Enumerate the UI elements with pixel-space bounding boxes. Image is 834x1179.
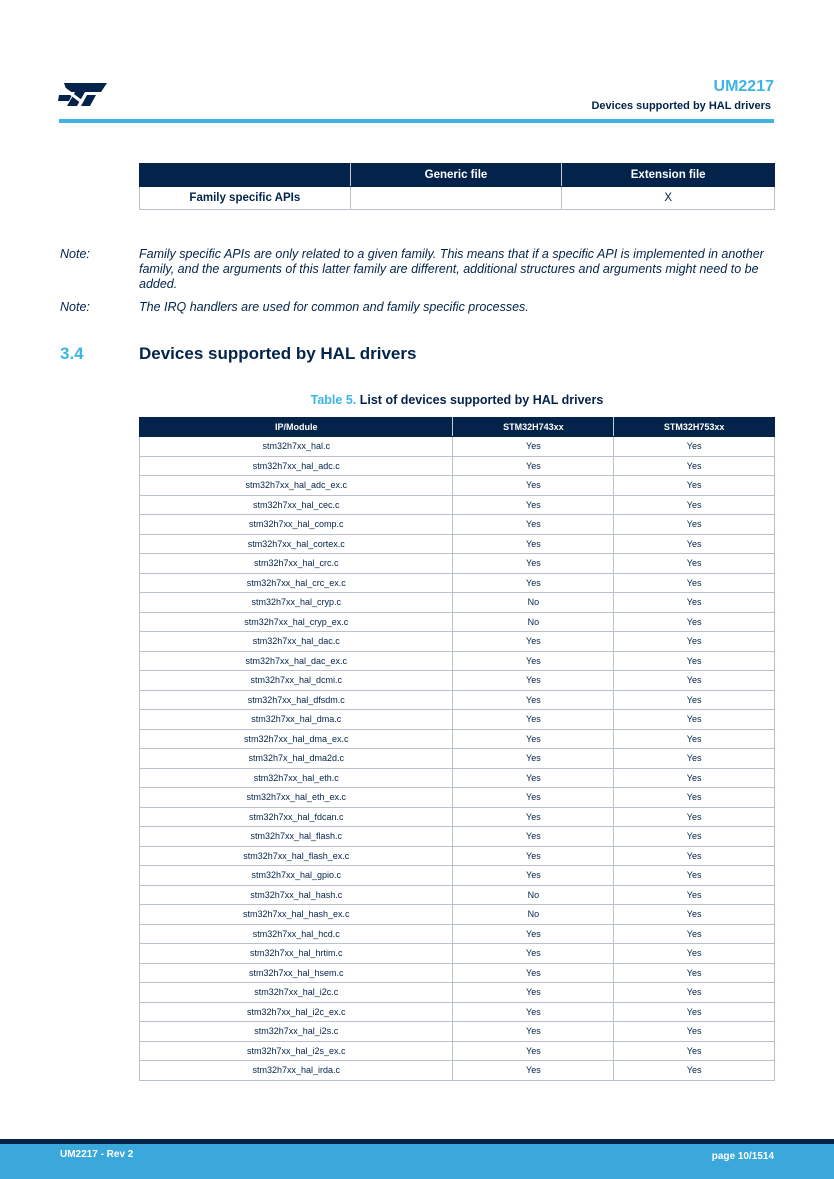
table-cell <box>350 187 562 210</box>
table-cell: Yes <box>453 437 614 457</box>
table-row <box>140 1022 775 1042</box>
api-table-header-empty <box>140 164 351 187</box>
table-cell: Yes <box>614 1022 775 1042</box>
table-cell: Yes <box>614 534 775 554</box>
table-row <box>140 476 775 496</box>
table-cell: stm32h7xx_hal_dcmi.c <box>140 671 453 691</box>
table-cell: Yes <box>453 456 614 476</box>
footer-bar <box>0 1144 834 1179</box>
table-cell: Yes <box>614 866 775 886</box>
table-cell: Yes <box>614 456 775 476</box>
table-cell: Yes <box>614 515 775 535</box>
table-cell: Yes <box>614 690 775 710</box>
table-row <box>140 437 775 457</box>
table-cell: Yes <box>614 1041 775 1061</box>
table-cell: stm32h7xx_hal_i2c_ex.c <box>140 1002 453 1022</box>
table-cell: stm32h7xx_hal_hrtim.c <box>140 944 453 964</box>
table-cell: stm32h7xx_hal_eth_ex.c <box>140 788 453 808</box>
table-cell: stm32h7xx_hal_cryp_ex.c <box>140 612 453 632</box>
table-cell: stm32h7xx_hal_irda.c <box>140 1061 453 1081</box>
table-cell: Yes <box>453 846 614 866</box>
table-row <box>140 554 775 574</box>
table-row <box>140 885 775 905</box>
table-cell: Yes <box>453 1041 614 1061</box>
document-id: UM2217 <box>713 78 774 95</box>
table-cell: Yes <box>614 944 775 964</box>
table-cell: Yes <box>614 612 775 632</box>
table-cell: X <box>562 187 775 210</box>
table-cell: Family specific APIs <box>140 187 351 210</box>
footer-revision: UM2217 - Rev 2 <box>60 1149 134 1160</box>
table-cell: Yes <box>614 632 775 652</box>
table-cell: Yes <box>614 846 775 866</box>
table-cell: No <box>453 593 614 613</box>
table-cell: Yes <box>453 554 614 574</box>
table-cell: Yes <box>453 924 614 944</box>
table-cell: Yes <box>614 651 775 671</box>
table-cell: Yes <box>453 827 614 847</box>
table-cell: Yes <box>614 827 775 847</box>
table-cell: Yes <box>614 495 775 515</box>
table-cell: Yes <box>614 768 775 788</box>
table-cell: stm32h7xx_hal_comp.c <box>140 515 453 535</box>
section-number: 3.4 <box>60 344 84 363</box>
section-title: Devices supported by HAL drivers <box>139 344 417 363</box>
table-row <box>140 515 775 535</box>
table-row <box>140 827 775 847</box>
table-cell: Yes <box>453 710 614 730</box>
table-row <box>140 632 775 652</box>
note-label: Note: <box>60 247 90 261</box>
table-cell: No <box>453 885 614 905</box>
devices-header-module: IP/Module <box>140 418 453 437</box>
table-cell: Yes <box>614 476 775 496</box>
table-cell: Yes <box>614 788 775 808</box>
table-cell: stm32h7xx_hal_hash.c <box>140 885 453 905</box>
table-row <box>140 944 775 964</box>
table-row <box>140 187 775 210</box>
table-cell: stm32h7xx_hal_fdcan.c <box>140 807 453 827</box>
table-cell: stm32h7xx_hal_dac_ex.c <box>140 651 453 671</box>
table-row <box>140 983 775 1003</box>
table-cell: Yes <box>453 963 614 983</box>
table-row <box>140 768 775 788</box>
table-cell: No <box>453 905 614 925</box>
table-cell: stm32h7xx_hal_dma.c <box>140 710 453 730</box>
table-cell: Yes <box>453 515 614 535</box>
table-row <box>140 807 775 827</box>
table-cell: Yes <box>614 593 775 613</box>
table-row <box>140 924 775 944</box>
table-cell: Yes <box>453 944 614 964</box>
table-cell: stm32h7xx_hal_i2c.c <box>140 983 453 1003</box>
table-cell: stm32h7xx_hal_crc.c <box>140 554 453 574</box>
table-cell: Yes <box>453 729 614 749</box>
table-cell: Yes <box>453 788 614 808</box>
table-cell: Yes <box>614 671 775 691</box>
table-cell: stm32h7xx_hal_dma_ex.c <box>140 729 453 749</box>
table-cell: Yes <box>614 963 775 983</box>
table-row <box>140 690 775 710</box>
table-cell: Yes <box>453 690 614 710</box>
table-cell: stm32h7xx_hal_cryp.c <box>140 593 453 613</box>
table-cell: Yes <box>614 573 775 593</box>
table-cell: Yes <box>453 807 614 827</box>
table-cell: stm32h7xx_hal.c <box>140 437 453 457</box>
table-row <box>140 963 775 983</box>
table-cell: Yes <box>453 495 614 515</box>
table-cell: stm32h7xx_hal_hash_ex.c <box>140 905 453 925</box>
table-row <box>140 671 775 691</box>
table-cell: No <box>453 612 614 632</box>
table-cell: Yes <box>614 1061 775 1081</box>
table-cell: Yes <box>453 1002 614 1022</box>
table-cell: stm32h7xx_hal_cortex.c <box>140 534 453 554</box>
table-cell: Yes <box>614 807 775 827</box>
table-cell: stm32h7xx_hal_dac.c <box>140 632 453 652</box>
table-row <box>140 788 775 808</box>
footer-page-number: page 10/1514 <box>711 1151 774 1162</box>
table-cell: Yes <box>614 729 775 749</box>
api-table-header-generic: Generic file <box>350 164 562 187</box>
table-row <box>140 1061 775 1081</box>
table-row <box>140 846 775 866</box>
table-row <box>140 651 775 671</box>
table-cell: Yes <box>453 983 614 1003</box>
table-cell: Yes <box>614 749 775 769</box>
table-cell: stm32h7x_hal_dma2d.c <box>140 749 453 769</box>
table-row <box>140 1041 775 1061</box>
table-cell: Yes <box>614 554 775 574</box>
table-cell: Yes <box>453 1022 614 1042</box>
table-cell: Yes <box>453 651 614 671</box>
table-cell: stm32h7xx_hal_adc.c <box>140 456 453 476</box>
table-row <box>140 495 775 515</box>
devices-header-h743: STM32H743xx <box>453 418 614 437</box>
table-cell: Yes <box>614 983 775 1003</box>
table-cell: stm32h7xx_hal_hsem.c <box>140 963 453 983</box>
table-cell: Yes <box>453 632 614 652</box>
table-cell: stm32h7xx_hal_cec.c <box>140 495 453 515</box>
devices-table <box>139 417 775 1081</box>
table-cell: Yes <box>453 476 614 496</box>
table-cell: Yes <box>453 1061 614 1081</box>
table-row <box>140 710 775 730</box>
api-file-table <box>139 163 775 210</box>
table-cell: Yes <box>614 885 775 905</box>
table-row <box>140 534 775 554</box>
st-logo-icon <box>58 80 108 108</box>
table-cell: Yes <box>453 534 614 554</box>
note-label: Note: <box>60 300 90 314</box>
devices-header-h753: STM32H753xx <box>614 418 775 437</box>
table-cell: stm32h7xx_hal_eth.c <box>140 768 453 788</box>
table-cell: Yes <box>453 749 614 769</box>
table-cell: stm32h7xx_hal_gpio.c <box>140 866 453 886</box>
table-row <box>140 593 775 613</box>
table-row <box>140 1002 775 1022</box>
document-subtitle: Devices supported by HAL drivers <box>591 100 771 112</box>
table-row <box>140 612 775 632</box>
table-cell: Yes <box>453 573 614 593</box>
table-cell: stm32h7xx_hal_hcd.c <box>140 924 453 944</box>
table-row <box>140 905 775 925</box>
table-cell: stm32h7xx_hal_adc_ex.c <box>140 476 453 496</box>
table-cell: stm32h7xx_hal_i2s.c <box>140 1022 453 1042</box>
note-text: The IRQ handlers are used for common and family specific processes. <box>139 300 529 314</box>
table-row <box>140 749 775 769</box>
table-cell: stm32h7xx_hal_i2s_ex.c <box>140 1041 453 1061</box>
table-cell: stm32h7xx_hal_dfsdm.c <box>140 690 453 710</box>
table-cell: Yes <box>614 1002 775 1022</box>
table-cell: Yes <box>614 905 775 925</box>
table-cell: stm32h7xx_hal_crc_ex.c <box>140 573 453 593</box>
table-cell: Yes <box>453 866 614 886</box>
table-cell: Yes <box>614 437 775 457</box>
table-cell: Yes <box>453 671 614 691</box>
table-cell: Yes <box>453 768 614 788</box>
table-row <box>140 573 775 593</box>
table-caption-title: List of devices supported by HAL drivers <box>359 393 604 407</box>
table-cell: Yes <box>614 710 775 730</box>
table-caption-number: Table 5. <box>310 393 357 407</box>
table-row <box>140 729 775 749</box>
table-caption <box>139 393 775 407</box>
table-cell: stm32h7xx_hal_flash.c <box>140 827 453 847</box>
table-row <box>140 866 775 886</box>
table-cell: stm32h7xx_hal_flash_ex.c <box>140 846 453 866</box>
table-row <box>140 456 775 476</box>
api-table-header-extension: Extension file <box>562 164 775 187</box>
table-cell: Yes <box>614 924 775 944</box>
header-rule <box>59 119 774 123</box>
note-text: Family specific APIs are only related to a given family. This means that if a specific API is implemented in another family, and the arguments of this latter family are different, additional structures and arguments might need to be added. <box>139 247 764 291</box>
